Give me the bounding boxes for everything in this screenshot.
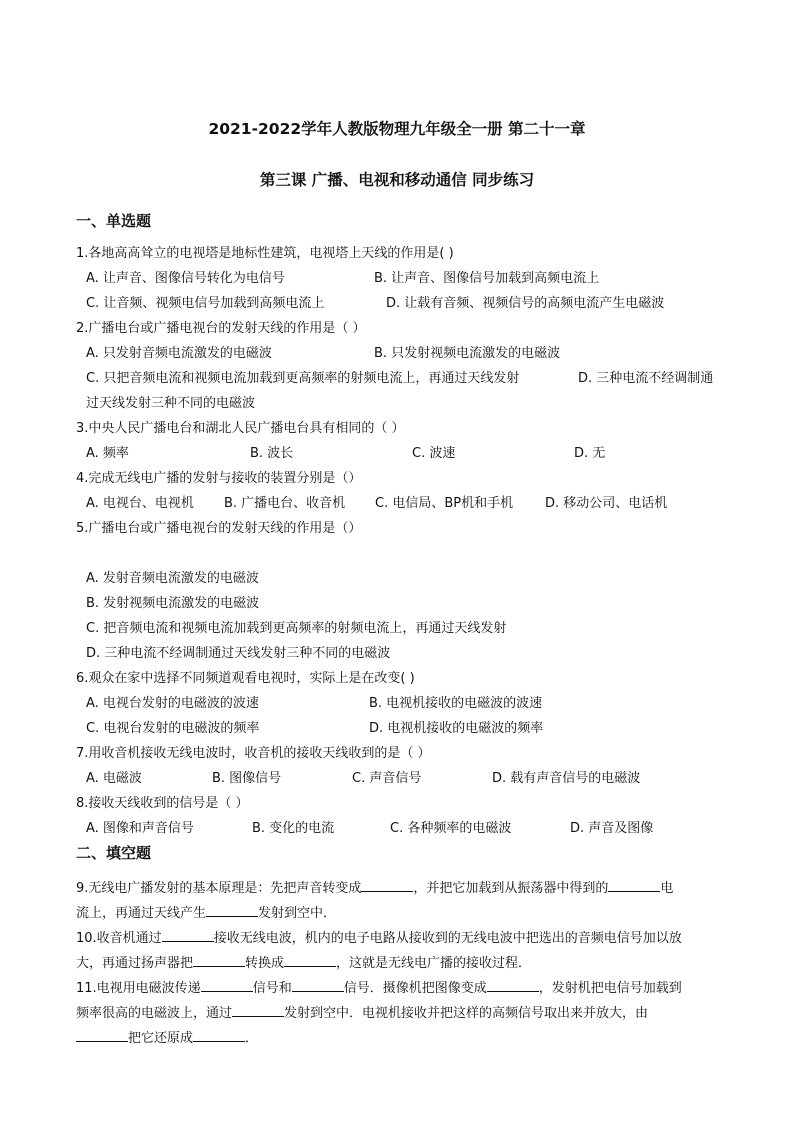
answer-blank[interactable] — [608, 878, 660, 892]
question-10-text-4: 转换成 — [245, 956, 285, 971]
question-5-option-d[interactable]: D. 三种电流不经调制通过天线发射三种不同的电磁波 — [86, 646, 391, 661]
question-6-option-b[interactable]: B. 电视机接收的电磁波的波速 — [369, 696, 543, 711]
section-heading-single-choice: 一、单选题 — [76, 212, 152, 230]
question-4-option-a[interactable]: A. 电视台、电视机 — [86, 496, 194, 511]
answer-blank[interactable] — [292, 978, 344, 992]
question-1-option-d[interactable]: D. 让载有音频、视频信号的高频电流产生电磁波 — [386, 296, 665, 311]
question-11-text-6: 发射到空中．电视机接收并把这样的高频信号取出来并放大，由 — [284, 1006, 649, 1021]
question-3-option-a[interactable]: A. 频率 — [86, 446, 129, 461]
question-11-text-3: 信号．摄像机把图像变成 — [343, 981, 487, 996]
question-9-text-4: 流上，再通过天线产生 — [76, 906, 207, 921]
question-11-line-1 — [76, 978, 682, 998]
question-10-text-5: ，这就是无线电广播的接收过程． — [336, 956, 532, 971]
question-2-option-a[interactable]: A. 只发射音频电流激发的电磁波 — [86, 346, 272, 361]
question-2-option-c[interactable]: C. 只把音频电流和视频电流加载到更高频率的射频电流上，再通过天线发射 — [86, 371, 520, 386]
question-9-text-5: 发射到空中． — [258, 906, 337, 921]
question-7-option-d[interactable]: D. 载有声音信号的电磁波 — [492, 771, 641, 786]
question-3-option-b[interactable]: B. 波长 — [250, 446, 294, 461]
question-3-option-d[interactable]: D. 无 — [574, 446, 606, 461]
question-5-option-c[interactable]: C. 把音频电流和视频电流加载到更高频率的射频电流上，再通过天线发射 — [86, 621, 507, 636]
answer-blank[interactable] — [487, 978, 539, 992]
answer-blank[interactable] — [284, 953, 336, 967]
question-7-option-a[interactable]: A. 电磁波 — [86, 771, 142, 786]
question-4-option-d[interactable]: D. 移动公司、电话机 — [545, 496, 668, 511]
question-8-option-c[interactable]: C. 各种频率的电磁波 — [390, 821, 512, 836]
question-11-text-5: 频率很高的电磁波上，通过 — [76, 1006, 233, 1021]
question-6-option-a[interactable]: A. 电视台发射的电磁波的波速 — [86, 696, 259, 711]
question-4-option-b[interactable]: B. 广播电台、收音机 — [224, 496, 346, 511]
question-9-text-1: 9.无线电广播发射的基本原理是：先把声音转变成 — [76, 881, 362, 896]
document-title: 2021-2022学年人教版物理九年级全一册 第二十一章 — [208, 120, 586, 138]
question-3-option-c[interactable]: C. 波速 — [412, 446, 456, 461]
question-9-line-1 — [76, 878, 673, 898]
question-2-option-d[interactable]: D. 三种电流不经调制通 — [578, 371, 714, 386]
question-5-option-b[interactable]: B. 发射视频电流激发的电磁波 — [86, 596, 260, 611]
question-7-option-b[interactable]: B. 图像信号 — [212, 771, 282, 786]
question-9-text-2: ，并把它加载到从振荡器中得到的 — [413, 881, 609, 896]
answer-blank[interactable] — [193, 953, 245, 967]
question-4-option-c[interactable]: C. 电信局、BP机和手机 — [375, 496, 514, 511]
question-10-line-2 — [76, 953, 531, 973]
question-6-option-c[interactable]: C. 电视台发射的电磁波的频率 — [86, 721, 260, 736]
question-8-option-d[interactable]: D. 声音及图像 — [570, 821, 654, 836]
question-1-option-c[interactable]: C. 让音频、视频电信号加载到高频电流上 — [86, 296, 325, 311]
document-subtitle: 第三课 广播、电视和移动通信 同步练习 — [259, 171, 535, 189]
answer-blank[interactable] — [206, 903, 258, 917]
question-8-option-a[interactable]: A. 图像和声音信号 — [86, 821, 194, 836]
question-6-stem: 6.观众在家中选择不同频道观看电视时，实际上是在改变( ) — [76, 671, 415, 686]
question-10-line-1 — [76, 928, 682, 948]
answer-blank[interactable] — [193, 1028, 245, 1042]
answer-blank[interactable] — [361, 878, 413, 892]
question-1-option-b[interactable]: B. 让声音、图像信号加载到高频电流上 — [374, 271, 600, 286]
question-2-stem: 2.广播电台或广播电视台的发射天线的作用是（ ） — [76, 321, 366, 336]
question-8-option-b[interactable]: B. 变化的电流 — [252, 821, 335, 836]
answer-blank[interactable] — [76, 1028, 128, 1042]
question-1-stem: 1.各地高高耸立的电视塔是地标性建筑，电视塔上天线的作用是( ) — [76, 246, 454, 261]
question-2-option-d-continued: 过天线发射三种不同的电磁波 — [86, 396, 256, 411]
answer-blank[interactable] — [162, 928, 214, 942]
question-4-stem: 4.完成无线电广播的发射与接收的装置分别是（） — [76, 471, 362, 486]
question-5-stem: 5.广播电台或广播电视台的发射天线的作用是（） — [76, 521, 362, 536]
answer-blank[interactable] — [201, 978, 253, 992]
question-5-option-a[interactable]: A. 发射音频电流激发的电磁波 — [86, 571, 259, 586]
question-2-option-b[interactable]: B. 只发射视频电流激发的电磁波 — [374, 346, 561, 361]
answer-blank[interactable] — [232, 1003, 284, 1017]
question-11-text-1: 11.电视用电磁波传递 — [76, 981, 201, 996]
question-11-text-2: 信号和 — [252, 981, 292, 996]
question-9-text-3: 电 — [660, 881, 674, 896]
question-1-option-a[interactable]: A. 让声音、图像信号转化为电信号 — [86, 271, 285, 286]
question-9-line-2 — [76, 903, 336, 923]
question-3-stem: 3.中央人民广播电台和湖北人民广播电台具有相同的（ ） — [76, 421, 405, 436]
question-11-line-2 — [76, 1003, 648, 1023]
section-heading-fill-blank: 二、填空题 — [76, 844, 152, 862]
question-6-option-d[interactable]: D. 电视机接收的电磁波的频率 — [369, 721, 544, 736]
question-11-text-8: ． — [245, 1031, 259, 1046]
question-7-option-c[interactable]: C. 声音信号 — [352, 771, 422, 786]
question-11-line-3 — [76, 1028, 258, 1048]
question-7-stem: 7.用收音机接收无线电波时，收音机的接收天线收到的是（ ） — [76, 746, 431, 761]
question-11-text-4: ，发射机把电信号加载到 — [538, 981, 682, 996]
question-11-text-7: 把它还原成 — [128, 1031, 194, 1046]
question-10-text-2: 接收无线电波，机内的电子电路从接收到的无线电波中把选出的音频电信号加以放 — [213, 931, 682, 946]
question-8-stem: 8.接收天线收到的信号是（ ） — [76, 796, 249, 811]
question-10-text-1: 10.收音机通过 — [76, 931, 162, 946]
question-10-text-3: 大，再通过扬声器把 — [76, 956, 194, 971]
